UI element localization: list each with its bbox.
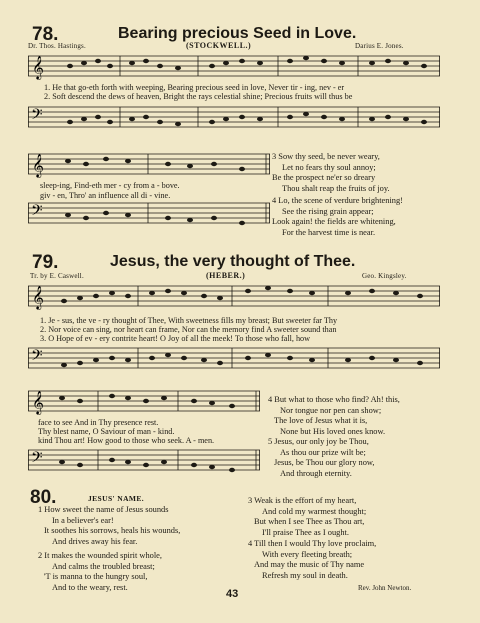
hymn-78-verse-4: 4 Lo, the scene of verdure brightening! See the rising grain appear; Look again! the fields are whitening, For the harvest time is near. <box>272 196 403 237</box>
hymn-78-lyric-line-4: giv - en, Thro' an influence all di - vine. <box>40 191 171 200</box>
hymn-79-title: Jesus, the very thought of Thee. <box>110 253 356 270</box>
hymn-78-lyricist: Dr. Thos. Hastings. <box>28 42 86 50</box>
hymn-79-lyric-line-4: face to see And in Thy presence rest. <box>38 418 159 427</box>
hymn-79-verse-4: 4 But what to those who find? Ah! this, Nor tongue nor pen can show; The love of Jesus what it is, None but His loved ones know. <box>268 395 400 436</box>
hymn-79-verse-5: 5 Jesus, our only joy be Thou, As thou our prize wilt be; Jesus, be Thou our glory now, And through eternity. <box>268 437 375 478</box>
hymn-78-lyric-line-1: 1. He that go-eth forth with weeping, Bearing precious seed in love, Never tir - ing, nev - er <box>44 83 345 92</box>
hymn-79-staff-treble-2 <box>28 387 260 417</box>
hymn-79-lyric-line-3: 3. O Hope of ev - ery contrite heart! O Joy of all the meek! To those who fall, how <box>40 334 311 343</box>
svg-text:𝄢: 𝄢 <box>31 106 43 127</box>
svg-text:𝄢: 𝄢 <box>31 449 43 470</box>
hymn-79-staff-bass-2 <box>28 446 260 476</box>
hymn-79-staff-bass-1 <box>28 344 440 374</box>
hymn-78-verse-3: 3 Sow thy seed, be never weary, Let no fears thy soul annoy; Be the prospect ne'er so dreary Thou shalt reap the fruits of joy. <box>272 152 390 193</box>
hymn-78-staff-bass-2 <box>28 199 270 229</box>
hymn-78-lyric-line-3: sleep-ing, Find-eth mer - cy from a - bove. <box>40 181 180 190</box>
hymn-80-verse-4: 4 Till then I would Thy love proclaim, With every fleeting breath; And may the music of Thy name Refresh my soul in death. <box>248 539 377 580</box>
svg-text:𝄢: 𝄢 <box>31 347 43 368</box>
svg-text:𝄞: 𝄞 <box>32 285 44 309</box>
hymn-80-verse-2: 2 It makes the wounded spirit whole, And calms the troubled breast; 'T is manna to the hungry soul, And to the weary, rest. <box>38 551 162 592</box>
hymn-79-lyric-line-1: 1. Je - sus, the ve - ry thought of Thee, With sweetness fills my breast; But sweeter far Thy <box>40 316 338 325</box>
hymn-78-composer: Darius E. Jones. <box>355 42 404 50</box>
hymn-79-translator: Tr. by E. Caswell. <box>30 272 84 280</box>
hymn-78-number: 78. <box>32 24 59 45</box>
hymn-79-number: 79. <box>32 252 59 273</box>
hymn-79-staff-treble-1 <box>28 282 440 314</box>
svg-text:𝄢: 𝄢 <box>31 202 43 223</box>
hymn-80-verse-1: 1 How sweet the name of Jesus sounds In a believer's ear! It soothes his sorrows, heals his wounds, And drives away his fear. <box>38 505 181 546</box>
hymn-79-lyric-line-6: kind Thou art! How good to those who seek. A - men. <box>38 436 215 445</box>
hymn-79-tune: (HEBER.) <box>206 271 246 280</box>
hymn-79-lyric-line-5: Thy blest name, O Saviour of man - kind. <box>38 427 175 436</box>
hymn-78-staff-bass-1 <box>28 103 440 133</box>
svg-text:𝄞: 𝄞 <box>32 153 44 177</box>
svg-text:𝄞: 𝄞 <box>32 55 44 79</box>
hymn-78-tune: (STOCKWELL.) <box>186 41 252 50</box>
svg-text:𝄞: 𝄞 <box>32 390 44 414</box>
page-number: 43 <box>226 588 239 600</box>
hymn-78-staff-treble-2 <box>28 150 270 180</box>
hymn-78-title: Bearing precious Seed in Love. <box>118 25 357 42</box>
hymn-78-lyric-line-2: 2. Soft descend the dews of heaven, Bright the rays celestial shine; Precious fruits will thus be <box>44 92 353 101</box>
hymn-79-lyric-line-2: 2. Nor voice can sing, nor heart can frame, Nor can the memory find A sweeter sound than <box>40 325 337 334</box>
hymn-80-title: JESUS' NAME. <box>88 494 145 503</box>
hymn-78-staff-treble-1 <box>28 52 440 82</box>
hymn-80-number: 80. <box>30 487 57 508</box>
hymn-80-author: Rev. John Newton. <box>358 584 412 592</box>
hymn-80-verse-3: 3 Weak is the effort of my heart, And cold my warmest thought; But when I see Thee as Thou art, I'll praise Thee as I ought. <box>248 496 367 537</box>
hymn-79-composer: Geo. Kingsley. <box>362 272 407 280</box>
